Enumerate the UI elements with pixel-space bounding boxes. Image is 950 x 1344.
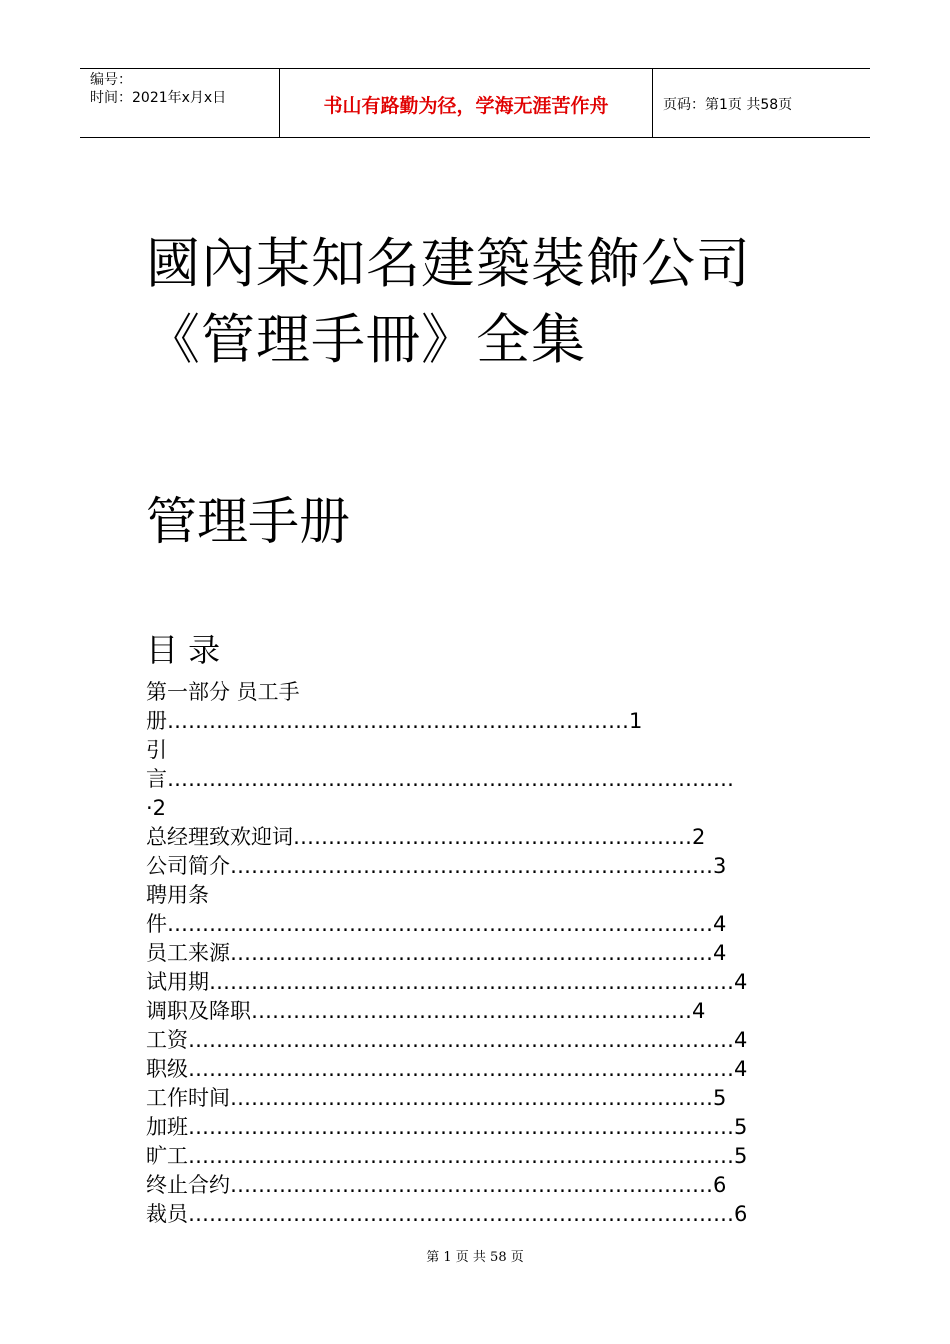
toc-line[interactable]: 引 [146, 738, 167, 762]
header-motto: 书山有路勤为径，学海无涯苦作舟 [280, 69, 653, 137]
header-meta-cell [80, 69, 280, 137]
toc-line[interactable]: 试用期…………………………………………………………………4 [146, 970, 748, 994]
table-of-contents [146, 678, 806, 1229]
toc-line[interactable]: 旷工……………………………………………………………………5 [146, 1144, 748, 1168]
toc-line[interactable]: 调职及降职………………………………………………………4 [146, 999, 706, 1023]
toc-line[interactable]: 裁员……………………………………………………………………6 [146, 1202, 748, 1226]
toc-line[interactable]: 员工来源……………………………………………………………4 [146, 941, 727, 965]
document-subtitle: 管理手册 [146, 493, 351, 552]
toc-line[interactable]: 终止合约……………………………………………………………6 [146, 1173, 727, 1197]
page-footer: 第 1 页 共 58 页 [426, 1250, 524, 1265]
toc-line[interactable]: 公司简介……………………………………………………………3 [146, 854, 727, 878]
document-title [146, 226, 751, 378]
toc-line[interactable]: 加班……………………………………………………………………5 [146, 1115, 748, 1139]
document-title-line1: 國內某知名建築裝飾公司 [146, 232, 751, 295]
toc-heading: 目 录 [146, 631, 221, 669]
toc-line[interactable]: 言……………………………………………………………………… [146, 767, 734, 791]
toc-line[interactable]: 总经理致欢迎词…………………………………………………2 [146, 825, 706, 849]
toc-line[interactable]: 工资……………………………………………………………………4 [146, 1028, 748, 1052]
toc-line[interactable]: 聘用条 [146, 883, 209, 907]
page-header [80, 68, 870, 138]
toc-line[interactable]: 职级……………………………………………………………………4 [146, 1057, 748, 1081]
document-number-label: 编号： [90, 72, 132, 88]
toc-line[interactable]: 工作时间……………………………………………………………5 [146, 1086, 727, 1110]
document-time-label: 时间：2021年x月x日 [90, 90, 227, 106]
toc-line[interactable]: 件……………………………………………………………………4 [146, 912, 727, 936]
header-page-info: 页码：第1页 共58页 [663, 97, 793, 113]
toc-line[interactable]: 第一部分 员工手 [146, 680, 300, 704]
document-title-line2: 《管理手冊》全集 [146, 308, 586, 371]
toc-line[interactable]: 册…………………………………………………………1 [146, 709, 643, 733]
toc-line[interactable]: ·2 [146, 796, 167, 820]
